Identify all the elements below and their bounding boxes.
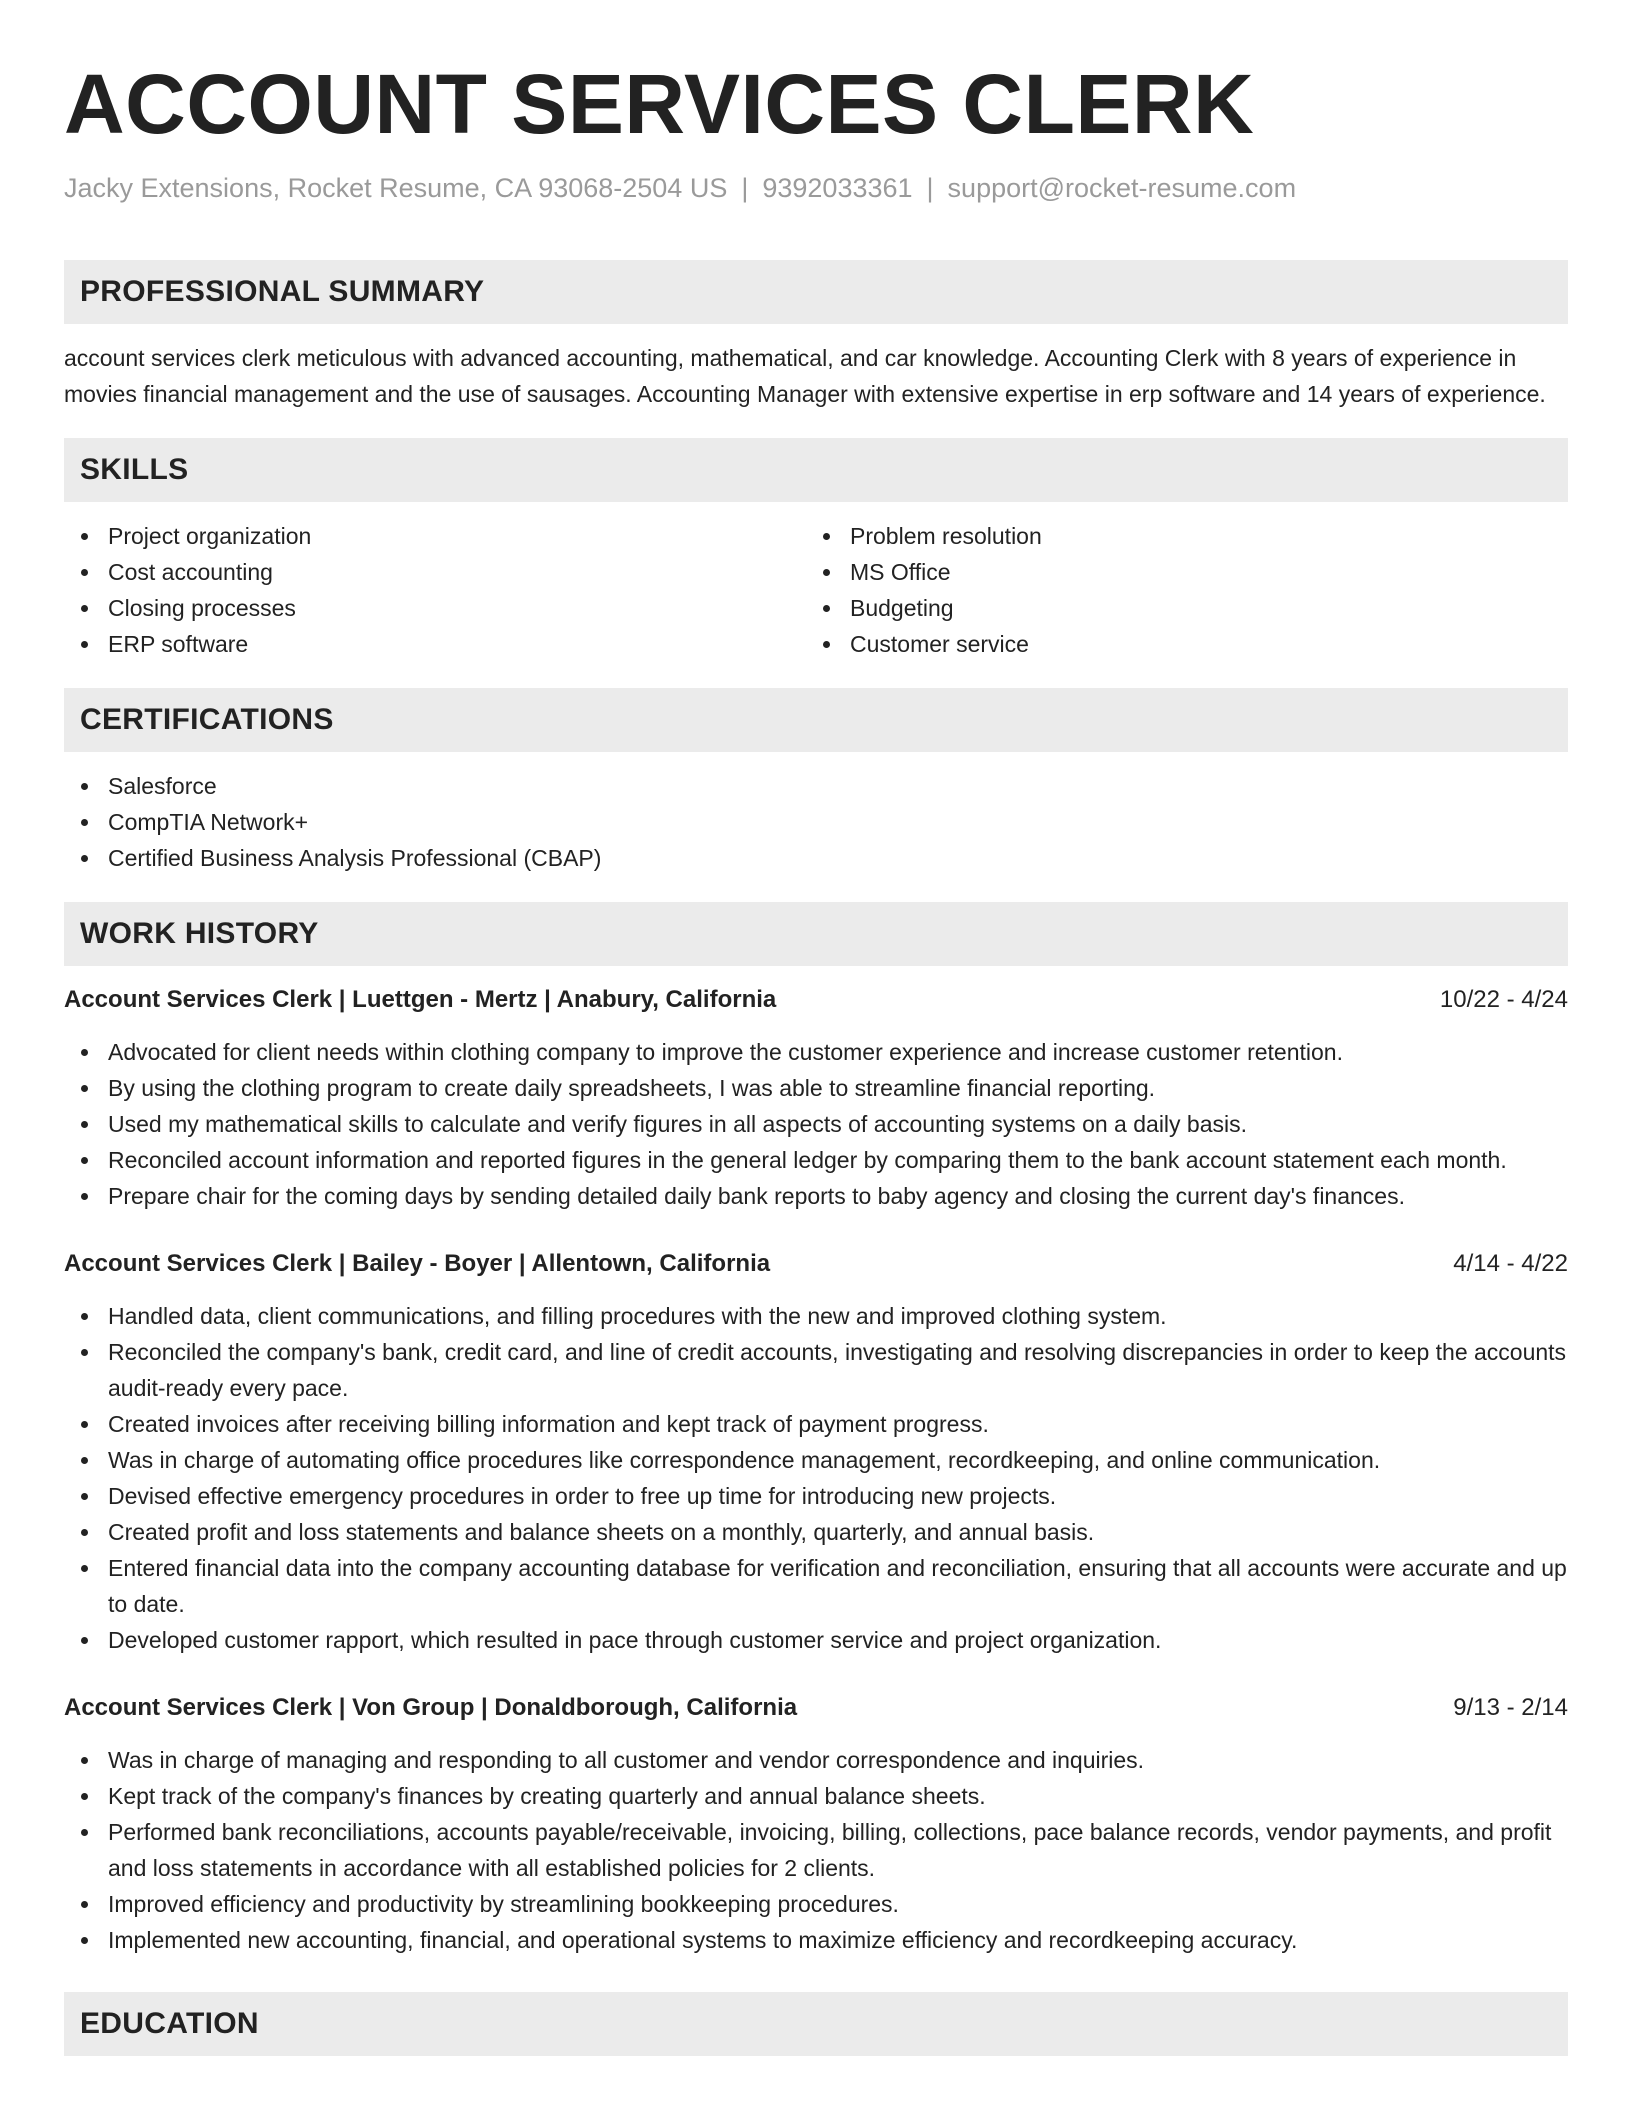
section-header-work-history: WORK HISTORY (64, 902, 1568, 966)
contact-email: support@rocket-resume.com (947, 173, 1297, 203)
contact-address: Jacky Extensions, Rocket Resume, CA 93068-2504 US (64, 173, 728, 203)
resume-title: ACCOUNT SERVICES CLERK (64, 57, 1255, 151)
job-entry (64, 982, 1568, 1214)
skill-item: Budgeting (806, 590, 1548, 626)
job-bullet: Advocated for client needs within clothing company to improve the customer experience and increase customer retention. (64, 1034, 1568, 1070)
job-bullet: Improved efficiency and productivity by streamlining bookkeeping procedures. (64, 1886, 1568, 1922)
skill-item: ERP software (64, 626, 806, 662)
skill-item: Problem resolution (806, 518, 1548, 554)
job-bullet: Was in charge of managing and responding to all customer and vendor correspondence and inquiries. (64, 1742, 1568, 1778)
skills-grid (64, 518, 1568, 662)
job-bullet: Was in charge of automating office procedures like correspondence management, recordkeeping, and online communication. (64, 1442, 1568, 1478)
contact-line (64, 170, 1568, 206)
job-bullet: Used my mathematical skills to calculate and verify figures in all aspects of accounting systems on a daily basis. (64, 1106, 1568, 1142)
skill-item: Customer service (806, 626, 1548, 662)
summary-text: account services clerk meticulous with advanced accounting, mathematical, and car knowledge. Accounting Clerk with 8 years of experience in movies financial management and the use of sausages. Accounting Manager with extensive expertise in erp software and 14 years of experience. (64, 345, 1546, 407)
job-bullet: Entered financial data into the company accounting database for verification and reconciliation, ensuring that all accounts were accurate and up to date. (64, 1550, 1568, 1622)
contact-separator: | (926, 173, 934, 203)
job-dates: 9/13 - 2/14 (1453, 1694, 1568, 1721)
job-header (64, 1690, 1568, 1726)
certification-item: Certified Business Analysis Professional (CBAP) (64, 840, 1568, 876)
job-bullets (64, 1034, 1568, 1214)
certifications-list (64, 768, 1568, 876)
section-header-skills: SKILLS (64, 438, 1568, 502)
job-dates: 10/22 - 4/24 (1439, 986, 1568, 1013)
job-bullet: Created profit and loss statements and balance sheets on a monthly, quarterly, and annual basis. (64, 1514, 1568, 1550)
skills-column-right (806, 518, 1548, 662)
job-bullet: Prepare chair for the coming days by sending detailed daily bank reports to baby agency and closing the current day's finances. (64, 1178, 1568, 1214)
job-bullet: Implemented new accounting, financial, and operational systems to maximize efficiency and recordkeeping accuracy. (64, 1922, 1568, 1958)
job-bullet: Reconciled the company's bank, credit card, and line of credit accounts, investigating and resolving discrepancies in order to keep the accounts audit-ready every pace. (64, 1334, 1568, 1406)
resume-page (64, 0, 1568, 2056)
job-bullets (64, 1742, 1568, 1958)
skills-column-left (64, 518, 806, 662)
job-bullet: Kept track of the company's finances by creating quarterly and annual balance sheets. (64, 1778, 1568, 1814)
contact-separator: | (741, 173, 749, 203)
contact-phone: 9392033361 (762, 173, 913, 203)
job-bullet: Performed bank reconciliations, accounts payable/receivable, invoicing, billing, collections, pace balance records, vendor payments, and profit and loss statements in accordance with all established policies for 2 clients. (64, 1814, 1568, 1886)
skill-item: Project organization (64, 518, 806, 554)
skill-item: MS Office (806, 554, 1548, 590)
certification-item: CompTIA Network+ (64, 804, 1568, 840)
section-header-summary: PROFESSIONAL SUMMARY (64, 260, 1568, 324)
job-dates: 4/14 - 4/22 (1453, 1250, 1568, 1277)
job-bullet: Created invoices after receiving billing information and kept track of payment progress. (64, 1406, 1568, 1442)
skill-item: Cost accounting (64, 554, 806, 590)
job-bullet: Devised effective emergency procedures in order to free up time for introducing new projects. (64, 1478, 1568, 1514)
job-header (64, 982, 1568, 1018)
skill-item: Closing processes (64, 590, 806, 626)
job-bullets (64, 1298, 1568, 1658)
section-header-education: EDUCATION (64, 1992, 1568, 2056)
section-header-certifications: CERTIFICATIONS (64, 688, 1568, 752)
job-bullet: By using the clothing program to create daily spreadsheets, I was able to streamline financial reporting. (64, 1070, 1568, 1106)
job-entry (64, 1246, 1568, 1658)
job-title: Account Services Clerk | Von Group | Donaldborough, California (64, 1694, 798, 1721)
job-bullet: Developed customer rapport, which resulted in pace through customer service and project organization. (64, 1622, 1568, 1658)
job-header (64, 1246, 1568, 1282)
job-title: Account Services Clerk | Bailey - Boyer | Allentown, California (64, 1250, 771, 1277)
job-title: Account Services Clerk | Luettgen - Mertz | Anabury, California (64, 986, 777, 1013)
job-entry (64, 1690, 1568, 1958)
certification-item: Salesforce (64, 768, 1568, 804)
job-bullet: Reconciled account information and reported figures in the general ledger by comparing them to the bank account statement each month. (64, 1142, 1568, 1178)
job-bullet: Handled data, client communications, and filling procedures with the new and improved clothing system. (64, 1298, 1568, 1334)
